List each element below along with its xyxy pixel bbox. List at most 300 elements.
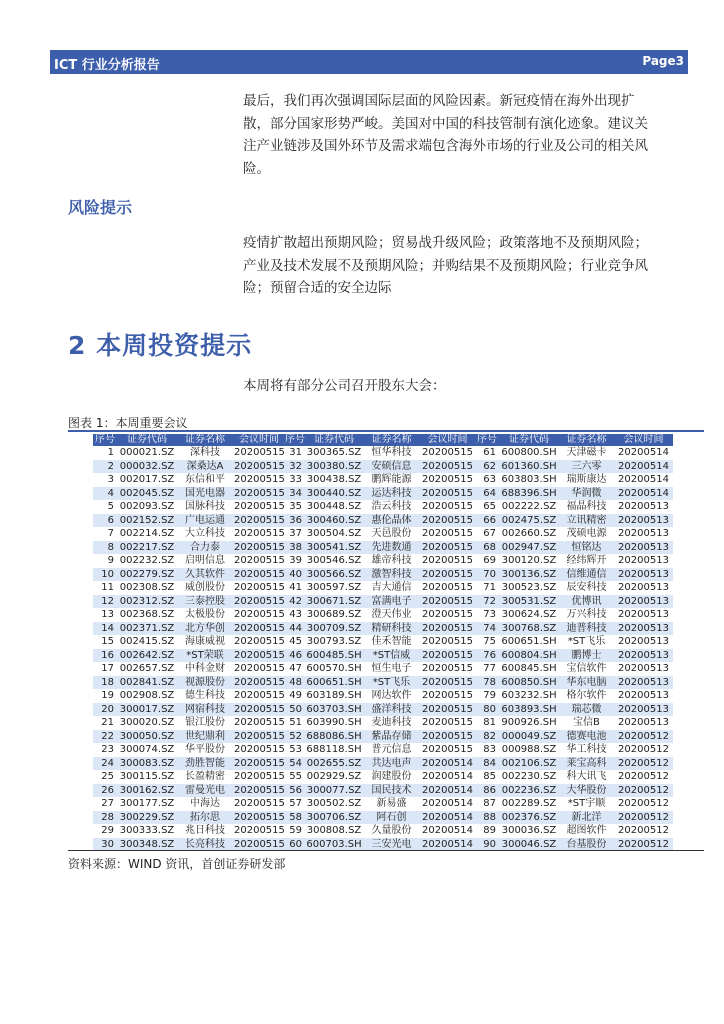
table-header-cell: 会议时间 xyxy=(614,434,673,446)
section-intro: 本周将有部分公司召开股东大会： xyxy=(243,378,446,394)
table-cell: 300566.SZ xyxy=(306,568,362,580)
table-cell: 20200513 xyxy=(614,541,673,555)
table-cell: 20200512 xyxy=(614,757,673,771)
table-cell: 20200515 xyxy=(234,501,285,512)
table-cell: 600703.SH xyxy=(306,838,362,850)
table-cell: 12 xyxy=(93,595,117,609)
table-cell: 阿石创 xyxy=(363,811,420,825)
table-cell: 28 xyxy=(93,811,117,825)
table-cell: 48 xyxy=(285,676,305,690)
table-cell: 20200513 xyxy=(618,582,669,593)
figure-rule xyxy=(68,430,704,432)
table-cell: 威创股份 xyxy=(185,582,225,593)
table-cell: 13 xyxy=(101,609,114,620)
table-cell: 20200514 xyxy=(422,798,473,809)
table-cell: 300115.SZ xyxy=(119,771,175,782)
table-cell: 26 xyxy=(93,784,117,798)
table-cell: 德赛电池 xyxy=(559,730,614,744)
table-row xyxy=(93,662,673,676)
table-cell: 300348.SZ xyxy=(117,838,177,852)
table-cell: 002236.SZ xyxy=(499,784,559,798)
table-cell: 72 xyxy=(475,595,499,609)
table-cell: 002217.SZ xyxy=(117,541,177,555)
table-cell: 20200515 xyxy=(234,514,285,526)
table-cell: 20200515 xyxy=(234,487,285,499)
table-cell: 20200515 xyxy=(234,649,285,661)
table-cell: 000021.SZ xyxy=(119,447,175,458)
table-cell: 60 xyxy=(285,838,305,852)
table-cell: 002660.SZ xyxy=(501,528,557,539)
table-cell: 20200514 xyxy=(420,811,475,825)
table-cell: 麦迪科技 xyxy=(371,717,412,728)
table-cell: 20200515 xyxy=(234,784,285,796)
table-cell: 国光电器 xyxy=(177,487,233,501)
table-cell: 20200515 xyxy=(422,609,473,620)
table-row xyxy=(93,689,673,703)
table-cell: 68 xyxy=(475,541,499,555)
table-cell: 润建股份 xyxy=(371,771,412,782)
table-cell: 华平股份 xyxy=(185,744,225,755)
table-row xyxy=(93,757,673,771)
table-cell: 20200515 xyxy=(420,487,475,501)
table-cell: 85 xyxy=(483,771,496,782)
table-cell: 福晶科技 xyxy=(566,501,607,512)
table-cell: 002152.SZ xyxy=(117,514,177,528)
table-cell: 20200513 xyxy=(618,717,669,728)
table-cell: 大立科技 xyxy=(185,528,225,539)
table-cell: 20200515 xyxy=(234,703,285,715)
table-cell: 300083.SZ xyxy=(117,757,177,771)
table-cell: 600845.SH xyxy=(501,663,557,674)
table-cell: *ST信威 xyxy=(363,649,420,663)
table-cell: 茂硕电源 xyxy=(566,528,607,539)
table-cell: 雷曼光电 xyxy=(177,784,233,798)
table-cell: 新易盛 xyxy=(376,798,407,809)
table-cell: 56 xyxy=(285,784,305,798)
table-cell: 莱宝高科 xyxy=(559,757,614,771)
page-number: Page3 xyxy=(642,54,684,68)
table-row xyxy=(93,649,673,663)
table-cell: 20200515 xyxy=(420,730,475,744)
table-cell: 20200515 xyxy=(234,528,285,539)
table-cell: 17 xyxy=(101,663,114,674)
table-cell: 恒铭达 xyxy=(559,541,614,555)
table-cell: 宝信B xyxy=(573,717,600,728)
table-cell: 华东电脑 xyxy=(559,676,614,690)
table-cell: *ST荣联 xyxy=(177,649,233,663)
table-cell: 20200515 xyxy=(422,744,473,755)
table-cell: 300793.SZ xyxy=(306,636,362,647)
table-cell: 华工科技 xyxy=(566,744,607,755)
table-header-cell: 序号 xyxy=(477,434,497,445)
table-cell: 20200514 xyxy=(614,487,673,501)
table-row xyxy=(93,595,673,609)
table-cell: 启明信息 xyxy=(185,555,225,566)
table-cell: 瑞斯康达 xyxy=(566,474,607,485)
table-cell: 33 xyxy=(289,474,302,485)
table-cell: 拓尔思 xyxy=(177,811,233,825)
table-cell: 73 xyxy=(483,609,496,620)
table-cell: 78 xyxy=(475,676,499,690)
table-cell: 东信和平 xyxy=(185,474,225,485)
table-cell: 300671.SZ xyxy=(306,595,362,607)
closing-paragraph: 最后，我们再次强调国际层面的风险因素。新冠疫情在海外出现扩散，部分国家形势严峻。美国对中国的科技管制有演化迹象。建议关注产业链涉及国外环节及需求端包含海外市场的行业及公司的相关风险。 xyxy=(243,93,648,177)
table-cell: 三安光电 xyxy=(363,838,420,852)
table-cell: 600850.SH xyxy=(499,676,559,690)
table-cell: 44 xyxy=(285,622,305,636)
table-cell: 三六零 xyxy=(559,460,614,474)
table-row xyxy=(93,568,673,582)
table-cell: 北方华创 xyxy=(177,622,233,636)
table-cell: 84 xyxy=(475,757,499,771)
table-cell: 002222.SZ xyxy=(501,501,557,512)
table-cell: 世纪鼎利 xyxy=(177,730,233,744)
table-cell: 300523.SZ xyxy=(501,582,557,593)
table-cell: 79 xyxy=(483,690,496,701)
table-cell: 002232.SZ xyxy=(119,555,175,566)
table-bottom-rule xyxy=(68,850,704,851)
table-cell: 300546.SZ xyxy=(306,555,362,566)
table-cell: 20200515 xyxy=(234,568,285,580)
table-cell: 002929.SZ xyxy=(306,771,362,782)
table-cell: 20200515 xyxy=(422,717,473,728)
table-cell: 300177.SZ xyxy=(119,798,175,809)
table-cell: 63 xyxy=(483,474,496,485)
table-cell: 激智科技 xyxy=(363,568,420,582)
table-cell: 1 xyxy=(107,447,114,458)
table-cell: 67 xyxy=(483,528,496,539)
table-cell: 300689.SZ xyxy=(306,609,362,620)
table-cell: 000032.SZ xyxy=(117,460,177,474)
table-cell: *ST飞乐 xyxy=(567,636,606,647)
table-cell: 20200515 xyxy=(422,582,473,593)
table-row xyxy=(93,676,673,690)
table-cell: 20200515 xyxy=(422,555,473,566)
table-cell: 久其软件 xyxy=(177,568,233,582)
table-cell: 中科金财 xyxy=(185,663,225,674)
table-cell: 37 xyxy=(289,528,302,539)
table-cell: 20200515 xyxy=(234,676,285,688)
table-cell: 20200513 xyxy=(614,514,673,528)
table-cell: 20200515 xyxy=(234,663,285,674)
table-header-cell: 证券名称 xyxy=(363,434,420,446)
table-cell: 42 xyxy=(285,595,305,609)
table-cell: 20200512 xyxy=(614,838,673,852)
table-cell: 600800.SH xyxy=(501,447,557,458)
table-cell: 5 xyxy=(107,501,114,512)
table-cell: 53 xyxy=(289,744,302,755)
table-cell: 603232.SH xyxy=(501,690,557,701)
table-cell: 61 xyxy=(483,447,496,458)
table-cell: 601360.SH xyxy=(499,460,559,474)
table-cell: 共达电声 xyxy=(363,757,420,771)
table-row xyxy=(93,500,673,514)
table-cell: 20200515 xyxy=(234,811,285,823)
table-cell: 久量股份 xyxy=(371,825,412,836)
table-cell: 20200515 xyxy=(420,595,475,609)
table-cell: 超图软件 xyxy=(566,825,607,836)
table-cell: 20200515 xyxy=(422,501,473,512)
table-cell: 20200515 xyxy=(234,757,285,769)
table-cell: 50 xyxy=(285,703,305,717)
table-cell: 2 xyxy=(93,460,117,474)
table-cell: 迪普科技 xyxy=(559,622,614,636)
table-cell: 澄天伟业 xyxy=(371,609,412,620)
risk-text: 疫情扩散超出预期风险；贸易战升级风险；政策落地不及预期风险；产业及技术发展不及预期风险；并购结果不及预期风险；行业竞争风险；预留合适的安全边际 xyxy=(243,235,648,296)
table-cell: 20200513 xyxy=(614,676,673,690)
table-cell: 惠伦晶体 xyxy=(363,514,420,528)
table-header-row xyxy=(93,434,673,446)
table-cell: 002289.SZ xyxy=(501,798,557,809)
table-cell: 35 xyxy=(289,501,302,512)
table-cell: 20200513 xyxy=(618,663,669,674)
table-cell: 002657.SZ xyxy=(119,663,175,674)
table-cell: 38 xyxy=(285,541,305,555)
table-cell: 恒生电子 xyxy=(371,663,412,674)
table-cell: 300808.SZ xyxy=(306,825,362,836)
table-cell: 20200515 xyxy=(420,541,475,555)
table-cell: 华润微 xyxy=(559,487,614,501)
table-cell: 广电运通 xyxy=(177,514,233,528)
table-cell: 89 xyxy=(483,825,496,836)
table-cell: 300706.SZ xyxy=(306,811,362,823)
table-cell: 14 xyxy=(93,622,117,636)
table-cell: *ST宇顺 xyxy=(567,798,606,809)
table-cell: 002475.SZ xyxy=(499,514,559,528)
table-cell: 20200514 xyxy=(422,771,473,782)
table-cell: 格尔软件 xyxy=(566,690,607,701)
table-cell: 002642.SZ xyxy=(117,649,177,663)
table-cell: 86 xyxy=(475,784,499,798)
table-cell: 16 xyxy=(93,649,117,663)
table-cell: 20200515 xyxy=(422,474,473,485)
table-cell: 合力泰 xyxy=(177,541,233,555)
table-cell: 20200513 xyxy=(618,636,669,647)
table-cell: 20200512 xyxy=(618,771,669,782)
table-cell: 20200513 xyxy=(614,649,673,663)
table-cell: 002376.SZ xyxy=(499,811,559,825)
table-cell: 三泰控股 xyxy=(177,595,233,609)
table-cell: 太极股份 xyxy=(185,609,225,620)
table-cell: 300077.SZ xyxy=(306,784,362,796)
table-cell: 24 xyxy=(93,757,117,771)
table-cell: 20200515 xyxy=(234,609,285,620)
table-cell: 吉大通信 xyxy=(371,582,412,593)
table-row xyxy=(93,730,673,744)
table-cell: 20200514 xyxy=(618,474,669,485)
table-cell: 7 xyxy=(107,528,114,539)
table-row xyxy=(93,838,673,852)
table-cell: 87 xyxy=(483,798,496,809)
table-cell: *ST飞乐 xyxy=(363,676,420,690)
table-cell: 20200515 xyxy=(420,568,475,582)
table-cell: 20200513 xyxy=(618,609,669,620)
table-cell: 300050.SZ xyxy=(117,730,177,744)
table-cell: 20200512 xyxy=(618,825,669,836)
table-cell: 20200515 xyxy=(420,460,475,474)
table-cell: 万兴科技 xyxy=(566,609,607,620)
table-cell: 先进数通 xyxy=(363,541,420,555)
table-cell: 300438.SZ xyxy=(306,474,362,485)
table-cell: 23 xyxy=(101,744,114,755)
table-cell: 81 xyxy=(483,717,496,728)
table-cell: 20 xyxy=(93,703,117,717)
table-cell: 600804.SH xyxy=(499,649,559,663)
table-cell: 002093.SZ xyxy=(119,501,175,512)
table-header-cell: 会议时间 xyxy=(233,434,285,446)
table-cell: 20200513 xyxy=(618,528,669,539)
table-cell: 佳禾智能 xyxy=(371,636,412,647)
table-cell: 20200515 xyxy=(422,690,473,701)
table-cell: 82 xyxy=(475,730,499,744)
table-cell: 长盈精密 xyxy=(185,771,225,782)
table-cell: 002045.SZ xyxy=(117,487,177,501)
table-cell: 9 xyxy=(107,555,114,566)
table-cell: 75 xyxy=(483,636,496,647)
table-cell: 富满电子 xyxy=(363,595,420,609)
table-cell: 002908.SZ xyxy=(119,690,175,701)
risk-heading: 风险提示 xyxy=(68,198,133,217)
table-cell: 20200512 xyxy=(618,744,669,755)
table-cell: 300074.SZ xyxy=(119,744,175,755)
table-cell: 20200515 xyxy=(234,474,285,485)
table-cell: 19 xyxy=(101,690,114,701)
table-cell: 20200515 xyxy=(234,717,285,728)
table-cell: 11 xyxy=(101,582,114,593)
table-cell: 科大讯飞 xyxy=(566,771,607,782)
table-row xyxy=(93,622,673,636)
table-cell: 20200515 xyxy=(234,690,285,701)
table-cell: 盛洋科技 xyxy=(363,703,420,717)
table-cell: 20200514 xyxy=(420,838,475,852)
table-cell: 20200515 xyxy=(422,528,473,539)
table-cell: 紫晶存储 xyxy=(363,730,420,744)
table-cell: 300709.SZ xyxy=(306,622,362,634)
table-cell: 德生科技 xyxy=(185,690,225,701)
table-cell: 300365.SZ xyxy=(306,447,362,458)
table-cell: 88 xyxy=(475,811,499,825)
table-cell: 20200515 xyxy=(420,514,475,528)
table-cell: 20200515 xyxy=(234,622,285,634)
table-cell: 300502.SZ xyxy=(306,798,362,809)
table-cell: 300046.SZ xyxy=(499,838,559,852)
table-cell: 22 xyxy=(93,730,117,744)
table-cell: 银江股份 xyxy=(185,717,225,728)
table-cell: 20200513 xyxy=(614,595,673,609)
table-cell: 002841.SZ xyxy=(117,676,177,690)
table-cell: 20200513 xyxy=(614,622,673,636)
table-cell: 300504.SZ xyxy=(306,528,362,539)
table-cell: 300020.SZ xyxy=(119,717,175,728)
table-cell: 20200515 xyxy=(234,838,285,850)
table-header-cell: 证券代码 xyxy=(499,434,559,446)
table-cell: 经纬辉开 xyxy=(566,555,607,566)
table-row xyxy=(93,811,673,825)
table-cell: 优博讯 xyxy=(559,595,614,609)
table-cell: 76 xyxy=(475,649,499,663)
table-cell: 46 xyxy=(285,649,305,663)
table-cell: 国脉科技 xyxy=(185,501,225,512)
table-cell: 20200515 xyxy=(420,622,475,636)
table-cell: 天津磁卡 xyxy=(566,447,607,458)
table-cell: 6 xyxy=(93,514,117,528)
table-cell: 688118.SH xyxy=(306,744,362,755)
table-cell: 002017.SZ xyxy=(119,474,175,485)
table-cell: 20200512 xyxy=(614,784,673,798)
table-cell: 20200515 xyxy=(234,582,285,593)
table-cell: 20200513 xyxy=(618,555,669,566)
table-cell: 新北洋 xyxy=(559,811,614,825)
table-cell: 4 xyxy=(93,487,117,501)
table-cell: 300624.SZ xyxy=(501,609,557,620)
table-cell: 20200515 xyxy=(234,744,285,755)
table-row xyxy=(93,514,673,528)
table-cell: 600570.SH xyxy=(306,663,362,674)
table-cell: 3 xyxy=(107,474,114,485)
table-cell: 恒华科技 xyxy=(371,447,412,458)
table-cell: 688396.SH xyxy=(499,487,559,501)
table-cell: 20200514 xyxy=(614,460,673,474)
table-cell: 20200514 xyxy=(618,447,669,458)
table-cell: 兆日科技 xyxy=(185,825,225,836)
table-cell: 83 xyxy=(483,744,496,755)
table-header-cell: 会议时间 xyxy=(420,434,475,446)
table-cell: 002415.SZ xyxy=(119,636,175,647)
table-row xyxy=(93,716,673,730)
table-cell: 000049.SZ xyxy=(499,730,559,744)
table-cell: 80 xyxy=(475,703,499,717)
table-cell: 69 xyxy=(483,555,496,566)
table-cell: 000988.SZ xyxy=(501,744,557,755)
table-row xyxy=(93,608,673,622)
table-cell: 20200515 xyxy=(234,771,285,782)
table-cell: 64 xyxy=(475,487,499,501)
table-cell: 62 xyxy=(475,460,499,474)
table-body xyxy=(93,446,673,851)
table-cell: 55 xyxy=(289,771,302,782)
table-cell: 视源股份 xyxy=(177,676,233,690)
table-cell: 20200513 xyxy=(614,568,673,582)
table-cell: 34 xyxy=(285,487,305,501)
table-cell: 中海达 xyxy=(190,798,220,809)
table-cell: 600485.SH xyxy=(306,649,362,661)
table-cell: 002947.SZ xyxy=(499,541,559,555)
table-cell: 20200515 xyxy=(420,676,475,690)
table-cell: 74 xyxy=(475,622,499,636)
table-cell: 20200514 xyxy=(420,757,475,771)
table-cell: 20200512 xyxy=(618,798,669,809)
table-cell: 90 xyxy=(475,838,499,852)
table-cell: 002371.SZ xyxy=(117,622,177,636)
table-header-cell: 证券代码 xyxy=(305,434,363,446)
table-cell: 70 xyxy=(475,568,499,582)
table-cell: 20200515 xyxy=(234,447,285,458)
table-cell: 劲胜智能 xyxy=(177,757,233,771)
table-cell: 20200515 xyxy=(420,649,475,663)
table-row xyxy=(93,581,673,595)
table-cell: 25 xyxy=(101,771,114,782)
table-cell: 10 xyxy=(93,568,117,582)
table-cell: 300136.SZ xyxy=(499,568,559,582)
table-cell: 普元信息 xyxy=(371,744,412,755)
table-cell: 20200512 xyxy=(614,730,673,744)
table-row xyxy=(93,784,673,798)
table-cell: 002308.SZ xyxy=(119,582,175,593)
table-cell: 信维通信 xyxy=(559,568,614,582)
table-cell: 20200513 xyxy=(614,703,673,717)
table-cell: 浩云科技 xyxy=(371,501,412,512)
table-cell: 瑞芯微 xyxy=(559,703,614,717)
